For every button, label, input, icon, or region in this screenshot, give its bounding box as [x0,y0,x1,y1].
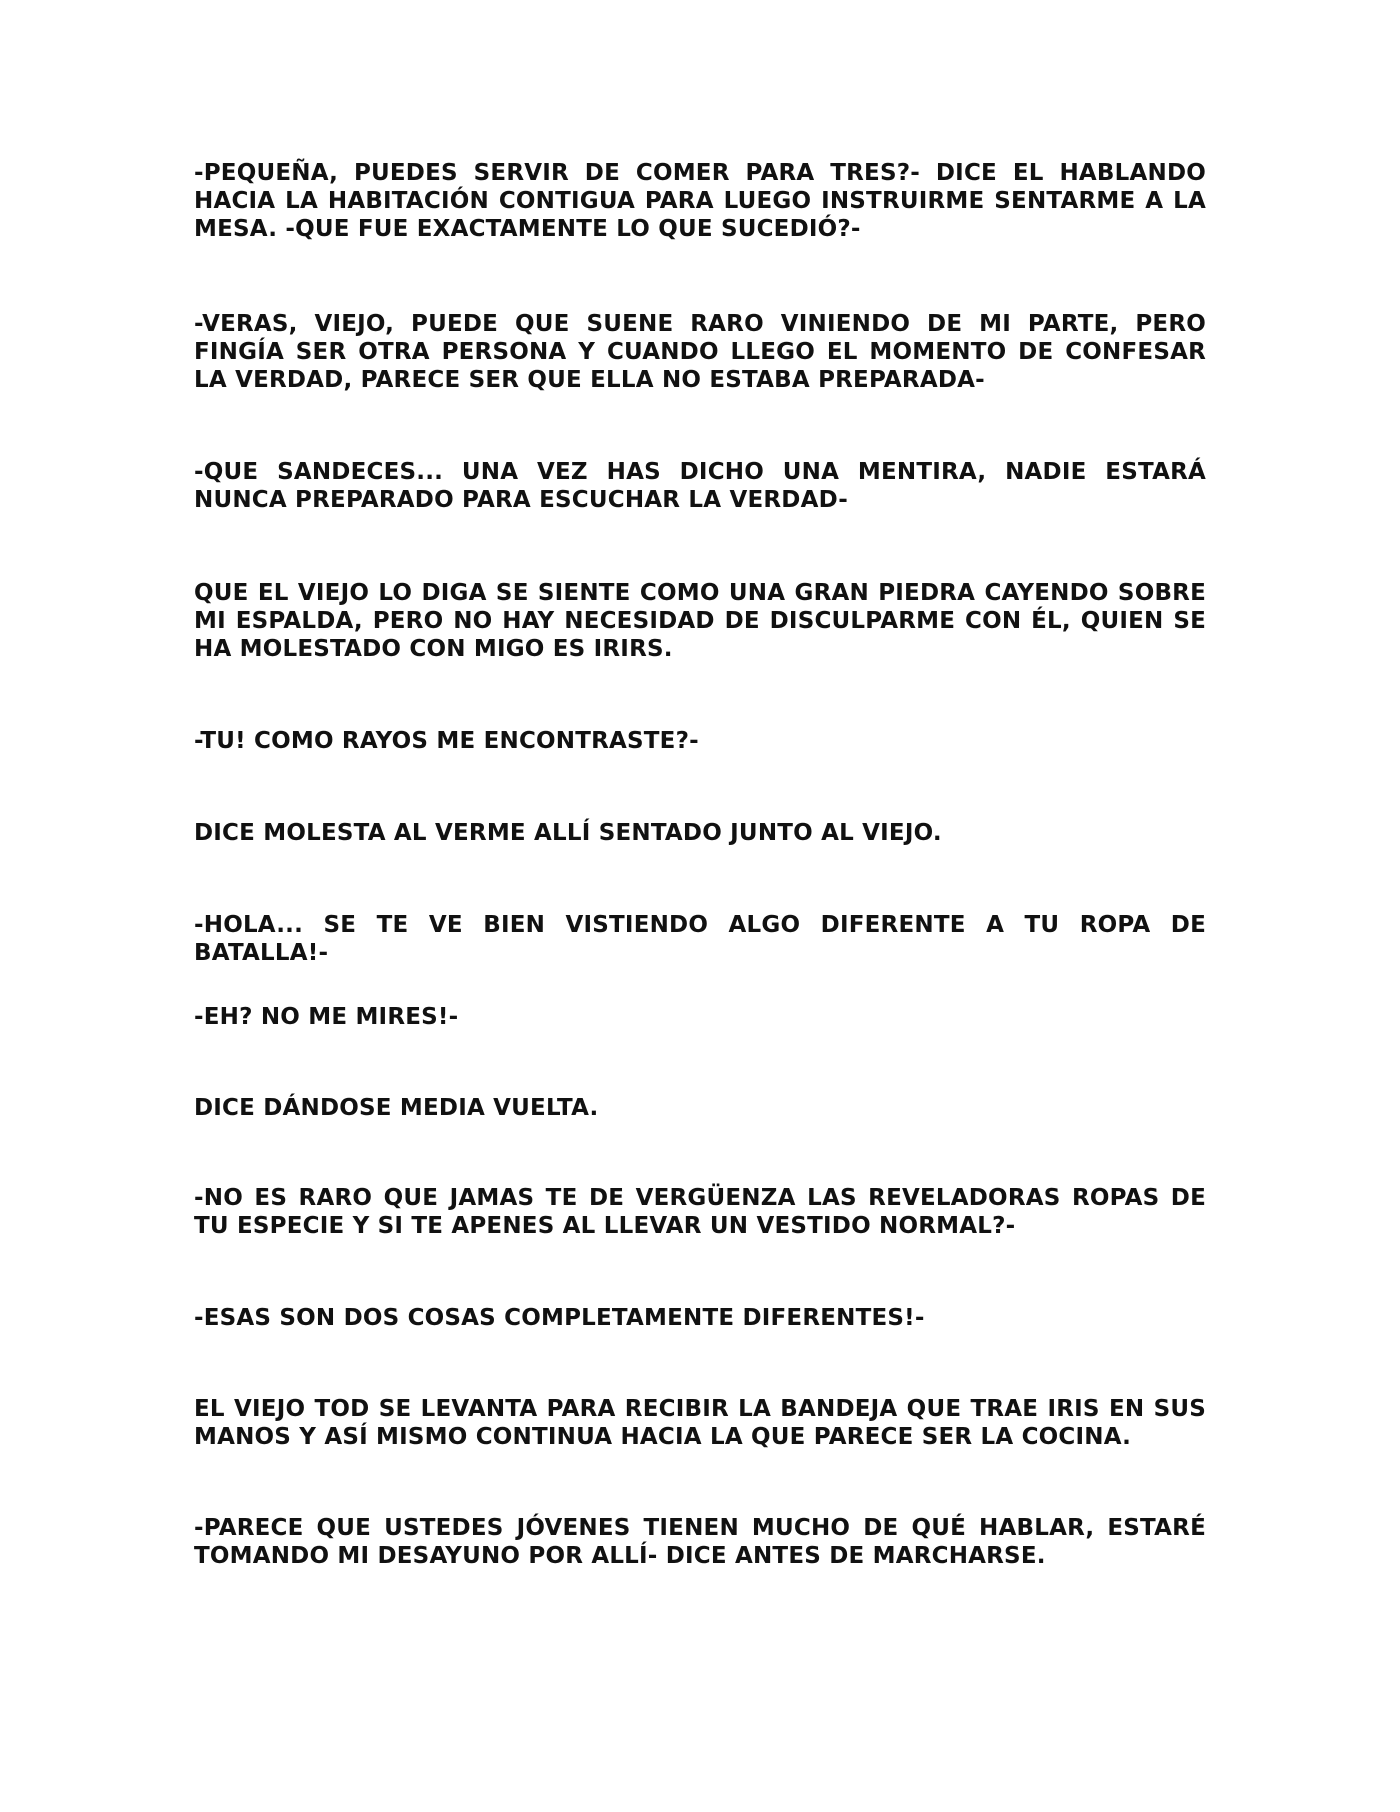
paragraph-2: -VERAS, VIEJO, PUEDE QUE SUENE RARO VINIENDO DE MI PARTE, PERO FINGÍA SER OTRA PERSONA Y CUANDO LLEGO EL MOMENTO DE CONFESAR LA VERDAD, PARECE SER QUE ELLA NO ESTABA PREPARADA- [194,311,1206,393]
paragraph-7: -HOLA... SE TE VE BIEN VISTIENDO ALGO DIFERENTE A TU ROPA DE BATALLA!- [194,912,1206,966]
paragraph-13: -PARECE QUE USTEDES JÓVENES TIENEN MUCHO DE QUÉ HABLAR, ESTARÉ TOMANDO MI DESAYUNO POR ALLÍ- DICE ANTES DE MARCHARSE. [194,1515,1206,1569]
paragraph-5: -TU! COMO RAYOS ME ENCONTRASTE?- [194,728,699,754]
paragraph-3: -QUE SANDECES... UNA VEZ HAS DICHO UNA MENTIRA, NADIE ESTARÁ NUNCA PREPARADO PARA ESCUCHAR LA VERDAD- [194,459,1206,513]
paragraph-4: QUE EL VIEJO LO DIGA SE SIENTE COMO UNA GRAN PIEDRA CAYENDO SOBRE MI ESPALDA, PERO NO HAY NECESIDAD DE DISCULPARME CON ÉL, QUIEN SE HA MOLESTADO CON MIGO ES IRIRS. [194,580,1206,662]
paragraph-11: -ESAS SON DOS COSAS COMPLETAMENTE DIFERENTES!- [194,1305,925,1331]
paragraph-12: EL VIEJO TOD SE LEVANTA PARA RECIBIR LA BANDEJA QUE TRAE IRIS EN SUS MANOS Y ASÍ MISMO CONTINUA HACIA LA QUE PARECE SER LA COCINA. [194,1396,1206,1450]
paragraph-8: -EH? NO ME MIRES!- [194,1004,459,1030]
paragraph-9: DICE DÁNDOSE MEDIA VUELTA. [194,1095,599,1121]
paragraph-6: DICE MOLESTA AL VERME ALLÍ SENTADO JUNTO AL VIEJO. [194,820,942,846]
paragraph-10: -NO ES RARO QUE JAMAS TE DE VERGÜENZA LAS REVELADORAS ROPAS DE TU ESPECIE Y SI TE APENES AL LLEVAR UN VESTIDO NORMAL?- [194,1185,1206,1239]
paragraph-1: -PEQUEÑA, PUEDES SERVIR DE COMER PARA TRES?- DICE EL HABLANDO HACIA LA HABITACIÓN CONTIGUA PARA LUEGO INSTRUIRME SENTARME A LA MESA. -QUE FUE EXACTAMENTE LO QUE SUCEDIÓ?- [194,160,1206,242]
